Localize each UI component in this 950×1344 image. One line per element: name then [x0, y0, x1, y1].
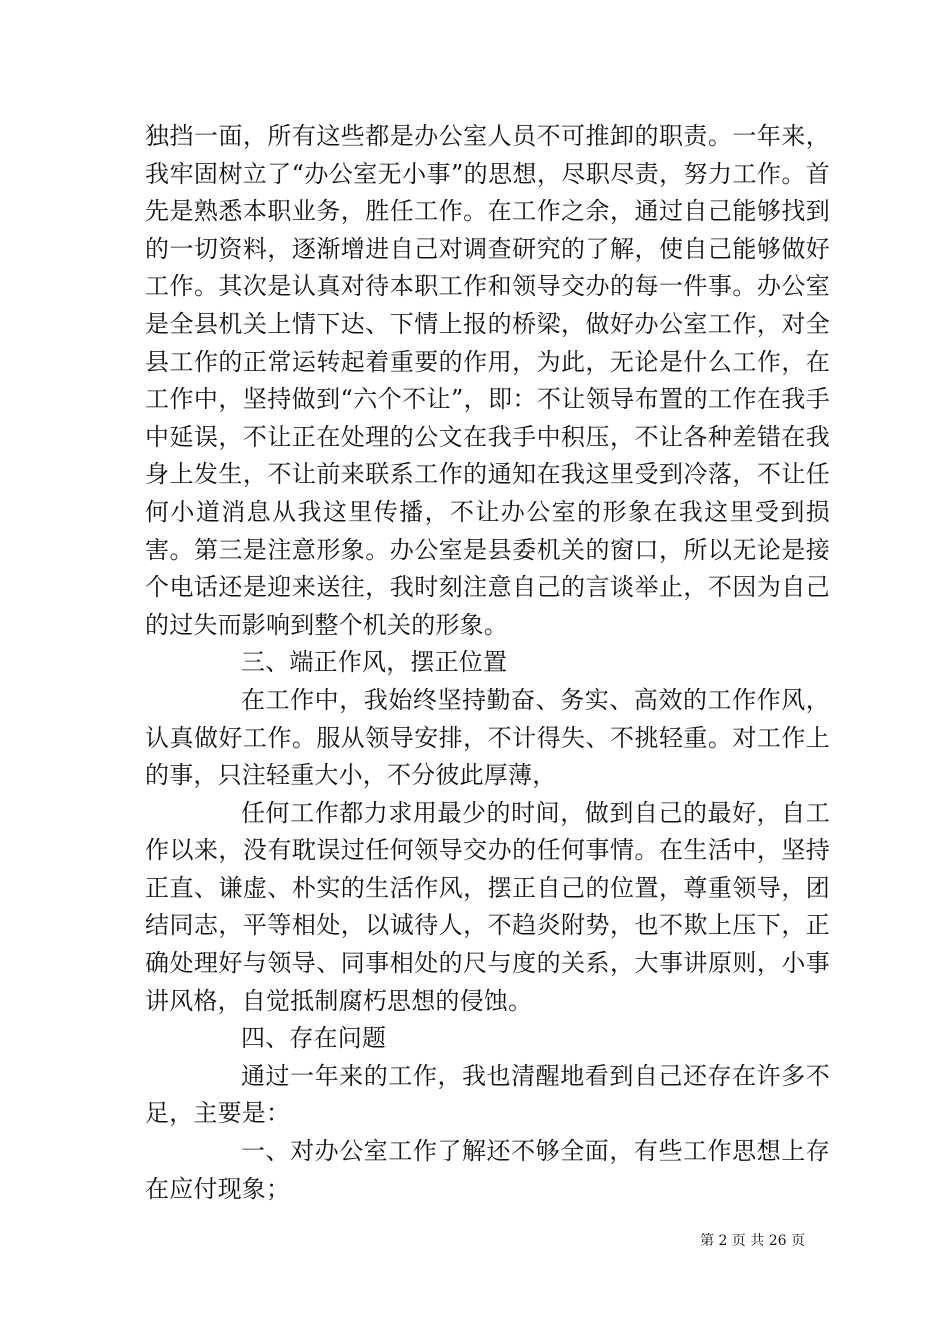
paragraph-duties: 独挡一面，所有这些都是办公室人员不可推卸的职责。一年来，我牢固树立了“办公室无小事”的思想，尽职尽责，努力工作。首先是熟悉本职业务，胜任工作。在工作之余，通过自己能够找到的一切资料，逐渐增进自己对调查研究的了解，使自己能够做好工作。其次是认真对待本职工作和领导交办的每一件事。办公室是全县机关上情下达、下情上报的桥梁，做好办公室工作，对全县工作的正常运转起着重要的作用，为此，无论是什么工作，在工作中，坚持做到“六个不让”，即：不让领导布置的工作在我手中延误，不让正在处理的公文在我手中积压，不让各种差错在我身上发生，不让前来联系工作的通知在我这里受到冷落，不让任何小道消息从我这里传播，不让办公室的形象在我这里受到损害。第三是注意形象。办公室是县委机关的窗口，所以无论是接个电话还是迎来送往，我时刻注意自己的言谈举止，不因为自己的过失而影响到整个机关的形象。: [145, 122, 830, 639]
page-number-footer: 第 2 页 共 26 页: [700, 1233, 805, 1249]
section-heading-4: 四、存在问题: [241, 1024, 387, 1053]
paragraph-problem-1: 一、对办公室工作了解还不够全面，有些工作思想上存在应付现象；: [145, 1137, 830, 1203]
paragraph-work-style: 在工作中，我始终坚持勤奋、务实、高效的工作作风，认真做好工作。服从领导安排，不计得失、不挑轻重。对工作上的事，只注轻重大小，不分彼此厚薄，: [145, 685, 830, 790]
section-heading-3: 三、端正作风，摆正位置: [241, 648, 508, 677]
paragraph-life-style: 任何工作都力求用最少的时间，做到自己的最好，自工作以来，没有耽误过任何领导交办的任何事情。在生活中，坚持正直、谦虚、朴实的生活作风，摆正自己的位置，尊重领导，团结同志，平等相处，以诚待人，不趋炎附势，也不欺上压下，正确处理好与领导、同事相处的尺与度的关系，大事讲原则，小事讲风格，自觉抵制腐朽思想的侵蚀。: [145, 798, 830, 1015]
document-body: [145, 118, 830, 1208]
paragraph-problems-intro: 通过一年来的工作，我也清醒地看到自己还存在许多不足，主要是：: [145, 1061, 830, 1128]
